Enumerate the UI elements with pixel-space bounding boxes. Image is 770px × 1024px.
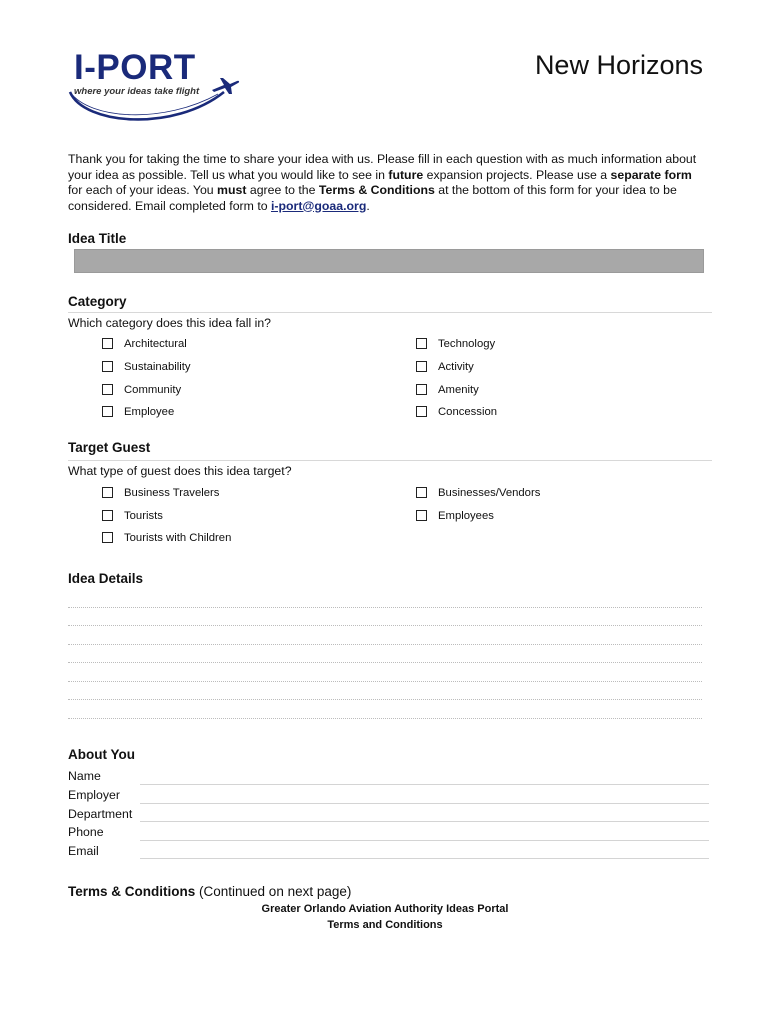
terms-label: Terms & Conditions: [68, 884, 196, 899]
logo-wordmark: I-PORT: [74, 48, 196, 87]
category-divider: [68, 312, 712, 313]
intro-text: at the bottom of this form for your idea to be considered. Email completed form to: [68, 183, 677, 213]
option-label: Employees: [438, 510, 494, 522]
writing-line: [68, 644, 702, 645]
logo-tagline: where your ideas take flight: [74, 86, 200, 97]
writing-line: [68, 607, 702, 608]
target-guest-heading: Target Guest: [68, 440, 151, 455]
option-label: Technology: [438, 338, 496, 350]
about-you-heading: About You: [68, 747, 135, 762]
checkbox[interactable]: [102, 406, 113, 417]
terms-org-title: Greater Orlando Aviation Authority Ideas Portal: [261, 903, 509, 915]
option-label: Businesses/Vendors: [438, 487, 541, 499]
employer-field[interactable]: [140, 803, 709, 804]
phone-label: Phone: [68, 825, 104, 839]
option-label: Employee: [124, 406, 175, 418]
category-heading: Category: [68, 294, 127, 309]
email-link[interactable]: i-port@goaa.org: [271, 198, 367, 213]
intro-text: Thank you for taking the time to share your idea with us. Please fill in each question with as much information about your idea as possible. Tell us what you would like to see in: [68, 152, 697, 182]
terms-heading: [68, 884, 351, 899]
idea-title-heading: Idea Title: [68, 231, 127, 246]
intro-text: for each of your ideas. You: [68, 183, 218, 197]
intro-emphasis: must: [217, 183, 247, 197]
writing-line: [68, 699, 702, 700]
idea-title-input[interactable]: [74, 249, 704, 273]
intro-text: expansion projects. Please use a: [423, 167, 611, 182]
writing-line: [68, 681, 702, 682]
intro-text: agree to the: [246, 183, 319, 197]
intro-text: .: [366, 198, 370, 213]
option-label: Activity: [438, 361, 474, 373]
option-label: Tourists: [124, 510, 163, 522]
option-label: Tourists with Children: [124, 532, 232, 544]
writing-line: [68, 718, 702, 719]
phone-field[interactable]: [140, 840, 709, 841]
checkbox[interactable]: [102, 487, 113, 498]
option-label: Concession: [438, 406, 498, 418]
checkbox[interactable]: [102, 510, 113, 521]
intro-emphasis: future: [388, 167, 424, 182]
category-question: Which category does this idea fall in?: [68, 316, 272, 330]
checkbox[interactable]: [102, 532, 113, 543]
checkbox[interactable]: [416, 338, 427, 349]
name-label: Name: [68, 769, 101, 783]
option-label: Business Travelers: [124, 487, 220, 499]
employer-label: Employer: [68, 788, 120, 802]
department-field[interactable]: [140, 821, 709, 822]
option-label: Amenity: [438, 384, 479, 396]
airplane-icon: [210, 76, 240, 96]
terms-subtitle: Terms and Conditions: [327, 919, 443, 931]
document-title: New Horizons: [534, 50, 703, 80]
checkbox[interactable]: [416, 487, 427, 498]
idea-details-heading: Idea Details: [68, 571, 144, 586]
writing-line: [68, 662, 702, 663]
email-label: Email: [68, 844, 99, 858]
checkbox[interactable]: [416, 406, 427, 417]
option-label: Sustainability: [124, 361, 191, 373]
department-label: Department: [68, 807, 133, 821]
option-label: Community: [124, 384, 182, 396]
target-guest-divider: [68, 460, 712, 461]
checkbox[interactable]: [416, 384, 427, 395]
target-guest-question: What type of guest does this idea target?: [68, 464, 292, 478]
intro-emphasis: separate form: [610, 167, 692, 182]
checkbox[interactable]: [102, 384, 113, 395]
option-label: Architectural: [124, 338, 187, 350]
intro-paragraph: [68, 152, 708, 214]
email-field[interactable]: [140, 858, 709, 859]
terms-note: (Continued on next page): [195, 884, 352, 899]
checkbox[interactable]: [416, 510, 427, 521]
intro-emphasis: Terms & Conditions: [318, 183, 435, 197]
checkbox[interactable]: [102, 338, 113, 349]
writing-line: [68, 625, 702, 626]
name-field[interactable]: [140, 784, 709, 785]
checkbox[interactable]: [416, 361, 427, 372]
checkbox[interactable]: [102, 361, 113, 372]
